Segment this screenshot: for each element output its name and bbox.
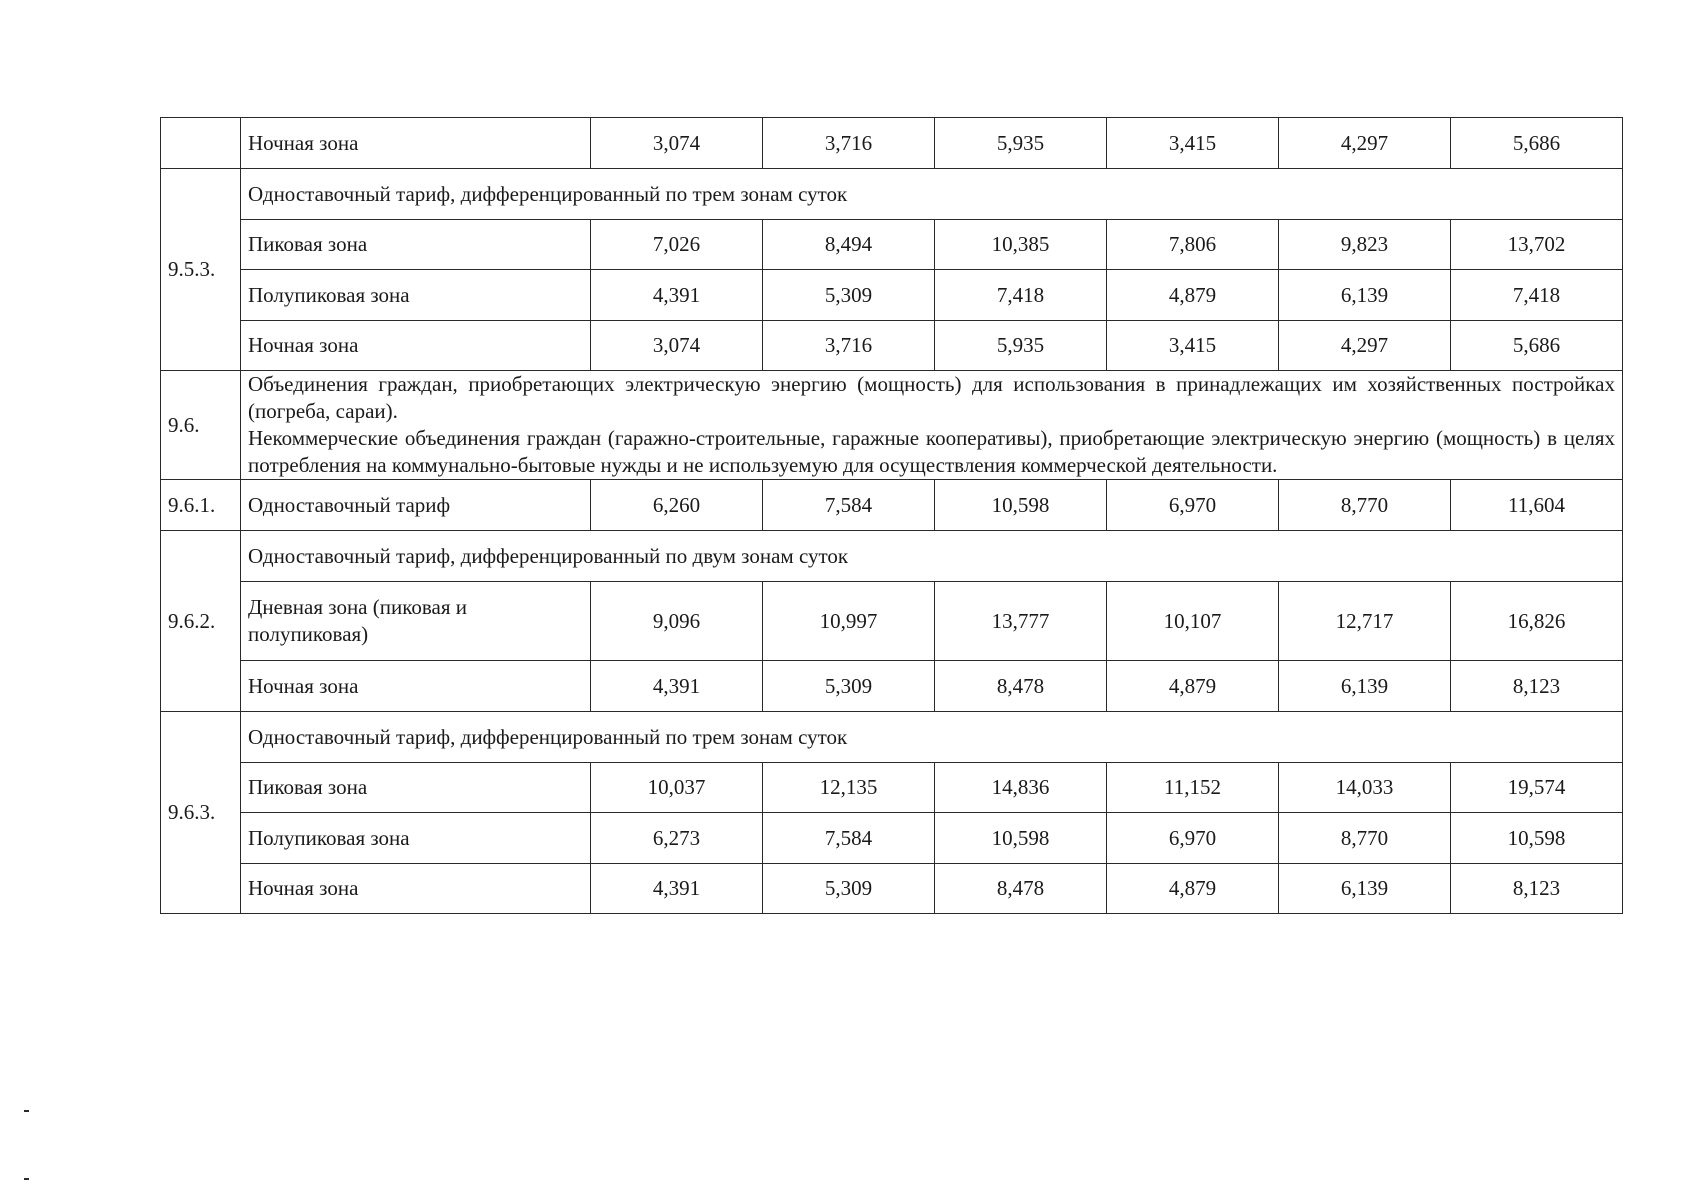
section-title: Одноставочный тариф, дифференцированный по трем зонам суток <box>241 169 1623 220</box>
section-header-row <box>161 169 1623 220</box>
value-cell: 3,415 <box>1107 118 1279 169</box>
value-cell: 7,584 <box>763 813 935 864</box>
section-number: 9.6.2. <box>161 531 241 712</box>
section-title: Одноставочный тариф, дифференцированный по трем зонам суток <box>241 712 1623 763</box>
value-cell: 8,478 <box>935 864 1107 914</box>
value-cell: 7,806 <box>1107 220 1279 270</box>
value-cell: 4,391 <box>591 864 763 914</box>
value-cell: 13,702 <box>1451 220 1623 270</box>
zone-label: Ночная зона <box>241 864 591 914</box>
value-cell: 7,418 <box>1451 270 1623 321</box>
value-cell: 8,123 <box>1451 864 1623 914</box>
value-cell: 8,770 <box>1279 480 1451 531</box>
value-cell: 10,598 <box>1451 813 1623 864</box>
value-cell: 10,107 <box>1107 582 1279 661</box>
table-row <box>161 480 1623 531</box>
value-cell: 9,823 <box>1279 220 1451 270</box>
section-title: Одноставочный тариф, дифференцированный по двум зонам суток <box>241 531 1623 582</box>
zone-label: Ночная зона <box>241 321 591 371</box>
zone-label: Пиковая зона <box>241 220 591 270</box>
value-cell: 4,297 <box>1279 321 1451 371</box>
scan-speck <box>24 1178 29 1180</box>
value-cell: 3,074 <box>591 321 763 371</box>
value-cell: 4,297 <box>1279 118 1451 169</box>
value-cell: 3,074 <box>591 118 763 169</box>
table-row <box>161 763 1623 813</box>
value-cell: 4,879 <box>1107 270 1279 321</box>
value-cell: 5,935 <box>935 321 1107 371</box>
value-cell: 10,598 <box>935 813 1107 864</box>
value-cell: 9,096 <box>591 582 763 661</box>
value-cell: 12,135 <box>763 763 935 813</box>
description-paragraph: Объединения граждан, приобретающих электрическую энергию (мощность) для использования в принадлежащих им хозяйственных постройках (погреба, сараи). <box>248 372 1615 423</box>
value-cell: 19,574 <box>1451 763 1623 813</box>
value-cell: 6,970 <box>1107 813 1279 864</box>
zone-label: Полупиковая зона <box>241 813 591 864</box>
value-cell: 10,598 <box>935 480 1107 531</box>
value-cell: 3,716 <box>763 118 935 169</box>
value-cell: 14,836 <box>935 763 1107 813</box>
value-cell: 4,391 <box>591 661 763 712</box>
value-cell: 16,826 <box>1451 582 1623 661</box>
value-cell: 5,935 <box>935 118 1107 169</box>
zone-label: Ночная зона <box>241 118 591 169</box>
value-cell: 12,717 <box>1279 582 1451 661</box>
row-number-cell <box>161 118 241 169</box>
section-description <box>241 371 1623 480</box>
zone-label: Пиковая зона <box>241 763 591 813</box>
value-cell: 5,309 <box>763 270 935 321</box>
value-cell: 8,494 <box>763 220 935 270</box>
section-header-row <box>161 531 1623 582</box>
value-cell: 5,309 <box>763 864 935 914</box>
value-cell: 7,584 <box>763 480 935 531</box>
table-row <box>161 813 1623 864</box>
section-description-row <box>161 371 1623 480</box>
value-cell: 6,273 <box>591 813 763 864</box>
value-cell: 4,879 <box>1107 864 1279 914</box>
value-cell: 11,604 <box>1451 480 1623 531</box>
table-row <box>161 582 1623 661</box>
value-cell: 6,139 <box>1279 864 1451 914</box>
table-row <box>161 864 1623 914</box>
value-cell: 11,152 <box>1107 763 1279 813</box>
value-cell: 4,391 <box>591 270 763 321</box>
section-header-row <box>161 712 1623 763</box>
value-cell: 13,777 <box>935 582 1107 661</box>
table-row <box>161 220 1623 270</box>
value-cell: 10,037 <box>591 763 763 813</box>
value-cell: 3,415 <box>1107 321 1279 371</box>
value-cell: 5,686 <box>1451 321 1623 371</box>
value-cell: 8,123 <box>1451 661 1623 712</box>
value-cell: 8,478 <box>935 661 1107 712</box>
section-number: 9.6. <box>161 371 241 480</box>
table-row <box>161 661 1623 712</box>
value-cell: 6,139 <box>1279 661 1451 712</box>
value-cell: 5,309 <box>763 661 935 712</box>
value-cell: 6,139 <box>1279 270 1451 321</box>
description-paragraph: Некоммерческие объединения граждан (гаражно-строительные, гаражные кооперативы), приобретающие электрическую энергию (мощность) в целях потребления на коммунально-бытовые нужды и не используемую для осуществления коммерческой деятельности. <box>248 426 1615 477</box>
tariff-table <box>160 117 1623 914</box>
zone-label: Ночная зона <box>241 661 591 712</box>
scan-speck <box>24 1110 29 1112</box>
value-cell: 5,686 <box>1451 118 1623 169</box>
value-cell: 4,879 <box>1107 661 1279 712</box>
section-number: 9.6.3. <box>161 712 241 914</box>
value-cell: 6,260 <box>591 480 763 531</box>
value-cell: 8,770 <box>1279 813 1451 864</box>
tariff-label: Одноставочный тариф <box>241 480 591 531</box>
section-number: 9.6.1. <box>161 480 241 531</box>
value-cell: 7,418 <box>935 270 1107 321</box>
table-row <box>161 270 1623 321</box>
value-cell: 10,997 <box>763 582 935 661</box>
table-row <box>161 321 1623 371</box>
section-number: 9.5.3. <box>161 169 241 371</box>
value-cell: 14,033 <box>1279 763 1451 813</box>
zone-label: Дневная зона (пиковая и полупиковая) <box>241 582 591 661</box>
table-row <box>161 118 1623 169</box>
value-cell: 10,385 <box>935 220 1107 270</box>
zone-label: Полупиковая зона <box>241 270 591 321</box>
value-cell: 3,716 <box>763 321 935 371</box>
value-cell: 6,970 <box>1107 480 1279 531</box>
value-cell: 7,026 <box>591 220 763 270</box>
